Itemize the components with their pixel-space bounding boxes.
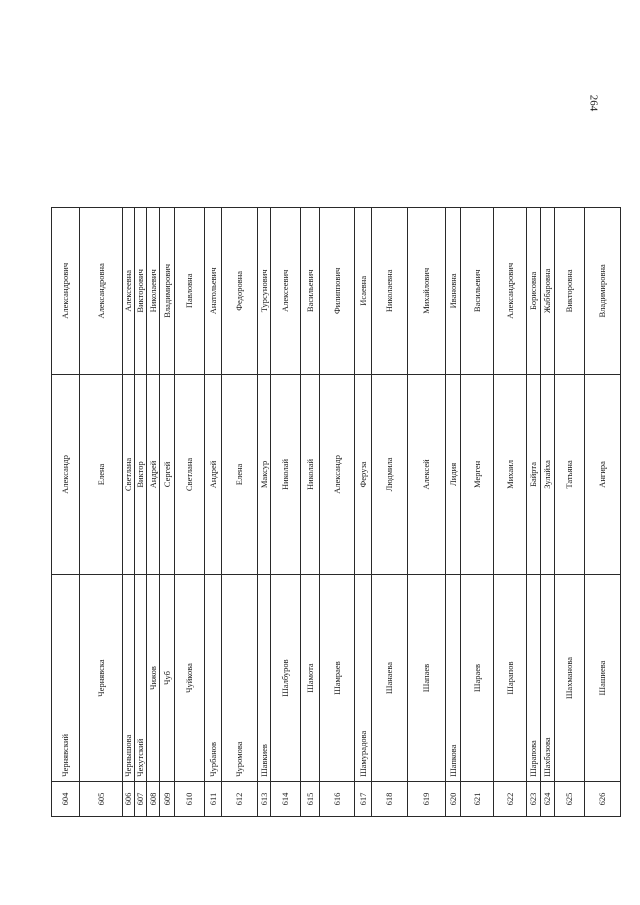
patronymic-cell: Турсунович — [258, 208, 271, 375]
name-cell: Светлана — [123, 374, 135, 574]
name-cell: Максур — [258, 374, 271, 574]
page-number-text: 264 — [587, 94, 599, 112]
patronymic-cell: Ивановна — [446, 208, 461, 375]
table-row — [372, 208, 408, 817]
name-cell: Татьяна — [555, 374, 585, 574]
table-row — [205, 208, 222, 817]
surname-cell: Чернявский — [52, 575, 80, 782]
surname-cell: Чернышова — [123, 575, 135, 782]
name-cell: Ангира — [585, 374, 621, 574]
name-cell: Елена — [80, 374, 123, 574]
patronymic-cell: Исаевна — [355, 208, 372, 375]
row-number: 605 — [80, 781, 123, 816]
row-number: 619 — [408, 781, 446, 816]
surname-cell: Чуромова — [222, 575, 258, 782]
name-cell: Михаил — [494, 374, 527, 574]
row-number: 616 — [320, 781, 355, 816]
row-number: 620 — [446, 781, 461, 816]
row-number: 624 — [541, 781, 555, 816]
patronymic-cell: Васильевич — [301, 208, 320, 375]
surname-cell: Чернявска — [80, 575, 123, 782]
patronymic-cell: Владимирович — [160, 208, 175, 375]
patronymic-cell: Александровна — [80, 208, 123, 375]
surname-cell: Шалбуров — [271, 575, 301, 782]
table-row — [160, 208, 175, 817]
surname-cell: Шахбазова — [541, 575, 555, 782]
surname-cell: Шапкова — [446, 575, 461, 782]
table-row — [494, 208, 527, 817]
table-frame — [51, 207, 608, 817]
name-cell: Лидия — [446, 374, 461, 574]
row-number: 626 — [585, 781, 621, 816]
surname-cell: Чуйкова — [175, 575, 205, 782]
table-row — [446, 208, 461, 817]
patronymic-cell: Александрович — [52, 208, 80, 375]
table-row — [461, 208, 494, 817]
row-number: 614 — [271, 781, 301, 816]
name-cell: Феруза — [355, 374, 372, 574]
registry-body — [52, 208, 621, 817]
patronymic-cell: Александрович — [494, 208, 527, 375]
name-cell: Светлана — [175, 374, 205, 574]
name-cell: Елена — [222, 374, 258, 574]
surname-cell: Шавкиев — [258, 575, 271, 782]
row-number: 607 — [135, 781, 147, 816]
table-row — [258, 208, 271, 817]
name-cell: Алексей — [408, 374, 446, 574]
table-row — [271, 208, 301, 817]
patronymic-cell: Васильевич — [461, 208, 494, 375]
row-number: 611 — [205, 781, 222, 816]
patronymic-cell: Николаевна — [372, 208, 408, 375]
name-cell: Людмила — [372, 374, 408, 574]
patronymic-cell: Жаббаровна — [541, 208, 555, 375]
row-number: 613 — [258, 781, 271, 816]
name-cell: Андрей — [147, 374, 160, 574]
patronymic-cell: Борисовна — [527, 208, 541, 375]
name-cell: Николай — [271, 374, 301, 574]
row-number: 610 — [175, 781, 205, 816]
table-row — [408, 208, 446, 817]
surname-cell: Шарапов — [494, 575, 527, 782]
name-cell: Александр — [320, 374, 355, 574]
surname-cell: Чехутский — [135, 575, 147, 782]
table-row — [135, 208, 147, 817]
patronymic-cell: Владимировна — [585, 208, 621, 375]
patronymic-cell: Алексеевна — [123, 208, 135, 375]
name-cell: Байрта — [527, 374, 541, 574]
patronymic-cell: Анатольевич — [205, 208, 222, 375]
patronymic-cell: Викторовна — [555, 208, 585, 375]
surname-cell: Чуб — [160, 575, 175, 782]
table-row — [555, 208, 585, 817]
surname-cell: Шахманова — [555, 575, 585, 782]
patronymic-cell: Михайлович — [408, 208, 446, 375]
name-cell: Андрей — [205, 374, 222, 574]
surname-cell: Чижов — [147, 575, 160, 782]
surname-cell: Шанаева — [372, 575, 408, 782]
row-number: 621 — [461, 781, 494, 816]
table-row — [80, 208, 123, 817]
registry-table — [51, 207, 621, 817]
patronymic-cell: Викторович — [135, 208, 147, 375]
row-number: 622 — [494, 781, 527, 816]
surname-cell: Чурбанов — [205, 575, 222, 782]
row-number: 606 — [123, 781, 135, 816]
row-number: 617 — [355, 781, 372, 816]
patronymic-cell: Федоровна — [222, 208, 258, 375]
row-number: 623 — [527, 781, 541, 816]
name-cell: Николай — [301, 374, 320, 574]
surname-cell: Шамота — [301, 575, 320, 782]
row-number: 612 — [222, 781, 258, 816]
name-cell: Зулайха — [541, 374, 555, 574]
table-row — [52, 208, 80, 817]
name-cell: Виктор — [135, 374, 147, 574]
surname-cell: Шамурадова — [355, 575, 372, 782]
surname-cell: Шамраев — [320, 575, 355, 782]
table-row — [301, 208, 320, 817]
patronymic-cell: Филиппович — [320, 208, 355, 375]
row-number: 609 — [160, 781, 175, 816]
table-row — [541, 208, 555, 817]
surname-cell: Шапаев — [408, 575, 446, 782]
table-row — [527, 208, 541, 817]
table-row — [147, 208, 160, 817]
row-number: 615 — [301, 781, 320, 816]
surname-cell: Шашиева — [585, 575, 621, 782]
table-row — [222, 208, 258, 817]
row-number: 625 — [555, 781, 585, 816]
table-row — [585, 208, 621, 817]
row-number: 608 — [147, 781, 160, 816]
name-cell: Сергей — [160, 374, 175, 574]
row-number: 618 — [372, 781, 408, 816]
table-row — [175, 208, 205, 817]
table-row — [320, 208, 355, 817]
surname-cell: Шараев — [461, 575, 494, 782]
page-number — [583, 88, 603, 118]
table-row — [355, 208, 372, 817]
name-cell: Мерген — [461, 374, 494, 574]
table-row — [123, 208, 135, 817]
surname-cell: Шарапова — [527, 575, 541, 782]
patronymic-cell: Николаевич — [147, 208, 160, 375]
patronymic-cell: Алексеевич — [271, 208, 301, 375]
patronymic-cell: Павловна — [175, 208, 205, 375]
row-number: 604 — [52, 781, 80, 816]
name-cell: Александр — [52, 374, 80, 574]
